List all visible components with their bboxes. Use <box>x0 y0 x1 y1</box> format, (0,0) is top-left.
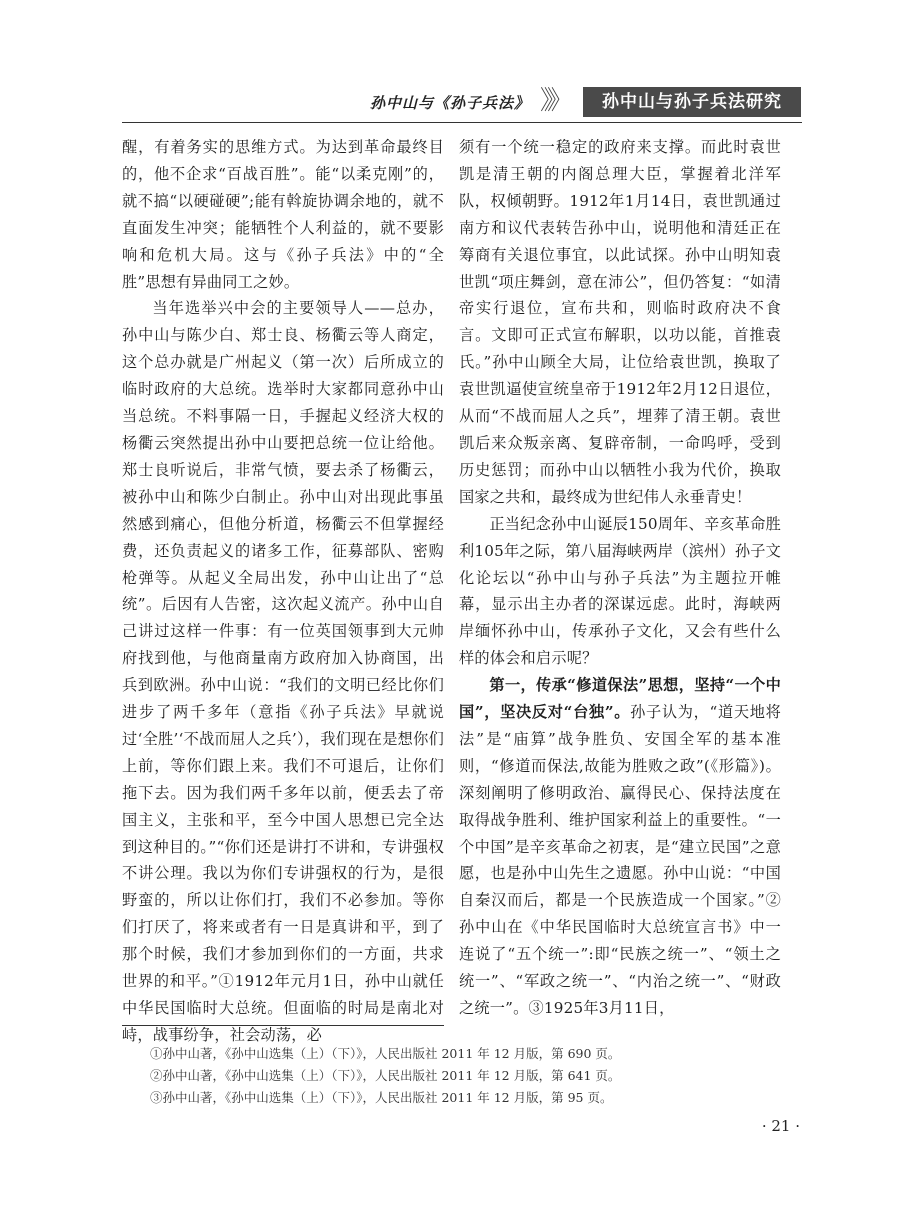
paragraph-lead: 第一，传承“修道保法”思想，坚持“一个中国”，坚决反对“台独”。 <box>459 676 781 722</box>
paragraph: 须有一个统一稳定的政府来支撑。而此时袁世凯是清王朝的内阁总理大臣，掌握着北洋军队，权倾朝野。1912年1月14日，袁世凯通过南方和议代表转告孙中山，说明他和清廷正在筹商有关退位事宜，以此试探。孙中山明知袁世凯“项庄舞剑，意在沛公”，但仍答复：“如清帝实行退位，宣布共和，则临时政府决不食言。文即可正式宣布解职，以功以能，首推袁氏。”孙中山顾全大局，让位给袁世凯，换取了袁世凯逼使宣统皇帝于1912年2月12日退位，从而“不战而屈人之兵”，埋葬了清王朝。袁世凯后来众叛亲离、复辟帝制，一命呜呼，受到历史惩罚；而孙中山以牺牲小我为代价，换取国家之共和，最终成为世纪伟人永垂青史！ <box>459 138 781 506</box>
header-section-title: 孙中山与孙子兵法研究 <box>583 87 801 117</box>
chevron-icon: 》》 <box>540 86 568 116</box>
paragraph: 正当纪念孙中山诞辰150周年、辛亥革命胜利105年之际，第八届海峡两岸（滨州）孙子文化论坛以“孙中山与孙子兵法”为主题拉开帷幕，显示出主办者的深谋远虑。此时，海峡两岸缅怀孙中山，传承孙子文化，又会有些什么样的体会和启示呢？ <box>459 514 781 668</box>
footnote: ③孙中山著，《孙中山选集（上）（下）》，人民出版社 2011 年 12 月版，第 95 页。 <box>150 1090 613 1105</box>
footnote-rule <box>122 1025 444 1026</box>
header-rule <box>122 122 802 123</box>
paragraph <box>459 672 781 1022</box>
paragraph-body: 孙子认为，“道天地将法”是“庙算”战争胜负、安国全军的基本准则，“修道而保法,故能为胜败之政”(《形篇》)。深刻阐明了修明政治、赢得民心、保持法度在取得战争胜利、维护国家利益上的重要性。“一个中国”是辛亥革命之初衷，是“建立民国”之意愿，也是孙中山先生之遗愿。孙中山说：“中国自秦汉而后，都是一个民族造成一个国家。”②孙中山在《中华民国临时大总统宣言书》中一连说了“五个统一”:即“民族之统一”、“领土之统一”、“军政之统一”、“内治之统一”、“财政之统一”。③1925年3月11日， <box>459 703 782 1017</box>
page-number: · 21 · <box>761 1117 800 1135</box>
footnote: ②孙中山著，《孙中山选集（上）（下）》，人民出版社 2011 年 12 月版，第 641 页。 <box>150 1068 621 1083</box>
left-column <box>122 134 444 1049</box>
header-article-title: 孙中山与《孙子兵法》 <box>369 94 530 112</box>
paragraph: 醒，有着务实的思维方式。为达到革命最终目的，他不企求“百战百胜”。能“以柔克刚”的，就不搞“以硬碰硬”;能有斡旋协调余地的，就不直面发生冲突；能牺牲个人利益的，就不要影响和危机大局。这与《孙子兵法》中的“全胜”思想有异曲同工之妙。 <box>122 138 444 291</box>
paragraph: 当年选举兴中会的主要领导人——总办，孙中山与陈少白、郑士良、杨衢云等人商定，这个总办就是广州起义（第一次）后所成立的临时政府的大总统。选举时大家都同意孙中山当总统。不料事隔一日，手握起义经济大权的杨衢云突然提出孙中山要把总统一位让给他。郑士良听说后，非常气愤，要去杀了杨衢云，被孙中山和陈少白制止。孙中山对出现此事虽然感到痛心，但他分析道，杨衢云不但掌握经费，还负责起义的诸多工作，征募部队、密购枪弹等。从起义全局出发，孙中山让出了“总统”。后因有人告密，这次起义流产。孙中山自己讲过这样一件事：有一位英国领事到大元帅府找到他，与他商量南方政府加入协商国，出兵到欧洲。孙中山说：“我们的文明已经比你们进步了两千多年（意指《孙子兵法》早就说过‘全胜’‘不战而屈人之兵’），我们现在是想你们上前，等你们跟上来。我们不可退后，让你们拖下去。因为我们两千多年以前，便丢去了帝国主义，主张和平，至今中国人思想已完全达到这种目的。”“你们还是讲打不讲和，专讲强权不讲公理。我以为你们专讲强权的行为，是很野蛮的，所以让你们打，我们不必参加。等你们打厌了，将来或者有一日是真讲和平，到了那个时候，我们才参加到你们的一方面，共求世界的和平。”①1912年元月1日，孙中山就任中华民国临时大总统。但面临的时局是南北对峙，战事纷争，社会动荡，必 <box>122 299 444 1044</box>
running-header <box>0 84 900 124</box>
footnotes <box>150 1043 790 1109</box>
right-column <box>459 134 781 1022</box>
footnote: ①孙中山著，《孙中山选集（上）（下）》，人民出版社 2011 年 12 月版，第 690 页。 <box>150 1046 621 1061</box>
